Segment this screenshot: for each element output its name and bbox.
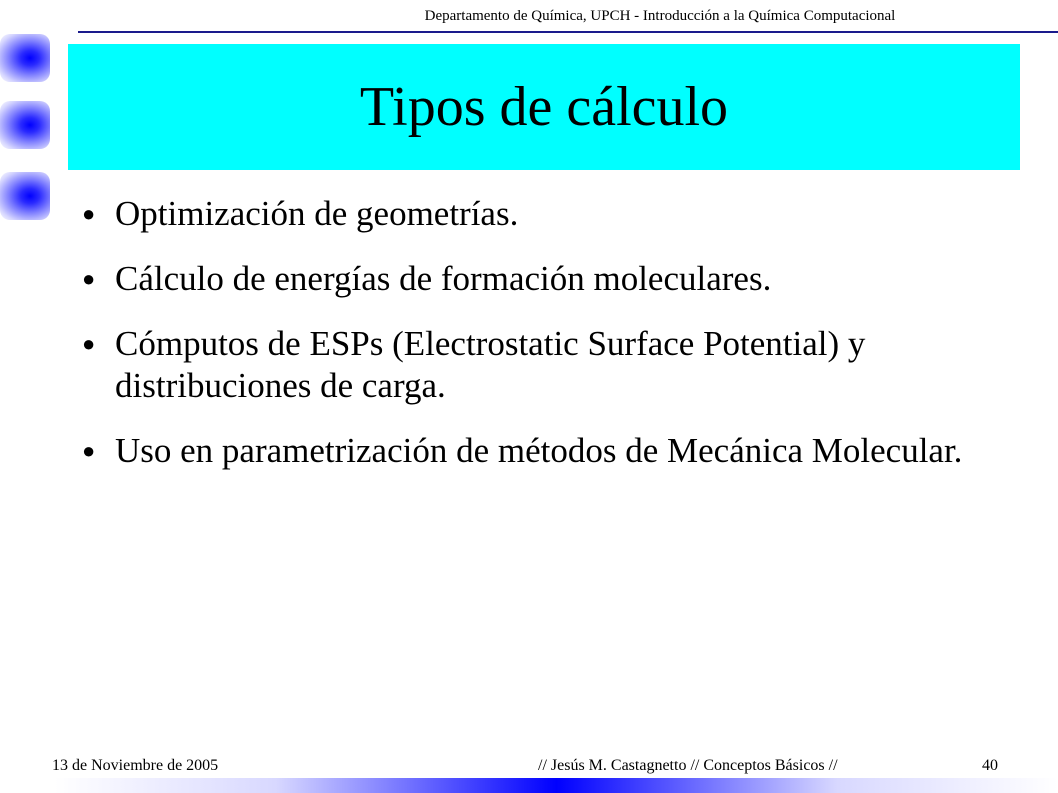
page-number: 40 xyxy=(982,757,998,774)
decorative-square-1 xyxy=(0,34,50,82)
bullet-text: Cálculo de energías de formación moleculares. xyxy=(115,259,772,298)
header-text: Departamento de Química, UPCH - Introducción a la Química Computacional xyxy=(424,8,896,24)
bullet-dot-icon: ● xyxy=(82,266,96,291)
decorative-square-2 xyxy=(0,101,50,149)
header-rule xyxy=(78,31,1058,33)
bullet-text: Optimización de geometrías. xyxy=(115,194,519,233)
footer-author-course: // Jesús M. Castagnetto // Conceptos Básicos // xyxy=(538,757,838,774)
bullet-item xyxy=(78,323,1038,407)
bullet-item xyxy=(78,193,1038,235)
bullet-dot-icon: ● xyxy=(82,201,96,226)
bullet-text: Cómputos de ESPs (Electrostatic Surface Potential) y distribuciones de carga. xyxy=(115,324,866,405)
bullet-item xyxy=(78,430,1038,472)
title-band xyxy=(68,44,1020,170)
bullet-dot-icon: ● xyxy=(82,438,96,463)
bullet-dot-icon: ● xyxy=(82,331,96,356)
footer-date: 13 de Noviembre de 2005 xyxy=(52,757,219,774)
footer-gradient-bar xyxy=(55,778,1058,793)
bullet-item xyxy=(78,258,1038,300)
decorative-square-3 xyxy=(0,172,50,220)
bullet-text: Uso en parametrización de métodos de Mecánica Molecular. xyxy=(115,431,963,470)
slide-title: Tipos de cálculo xyxy=(359,76,729,138)
bullet-list xyxy=(78,193,1038,495)
